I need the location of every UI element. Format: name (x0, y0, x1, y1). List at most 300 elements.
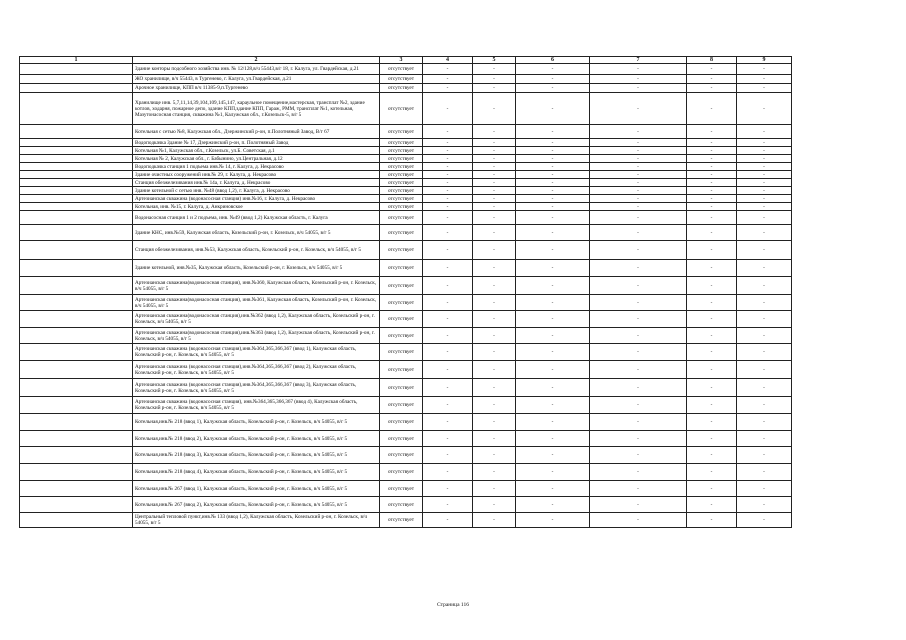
dash-cell: - (473, 75, 516, 84)
dash-cell: - (687, 344, 737, 361)
dash-cell: - (687, 260, 737, 277)
table-row (20, 187, 792, 195)
table-row (20, 155, 792, 163)
dash-cell: - (737, 464, 792, 481)
row-number-cell (20, 447, 133, 464)
dash-cell: - (590, 497, 687, 513)
dash-cell: - (590, 344, 687, 361)
status-cell: отсутствует (380, 187, 423, 195)
dash-cell: - (423, 414, 473, 431)
dash-cell: - (516, 163, 590, 171)
dash-cell: - (687, 277, 737, 295)
dash-cell: - (473, 295, 516, 311)
dash-cell: - (737, 311, 792, 328)
dash-cell: - (590, 147, 687, 155)
row-number-cell (20, 75, 133, 84)
dash-cell: - (737, 277, 792, 295)
dash-cell: - (737, 84, 792, 93)
row-number-cell (20, 379, 133, 397)
table-row (20, 481, 792, 497)
object-name-cell: Артезианская скважина (водонасосная станция),инв.№364,365,366,367 (ввод 1), Калужская область, Козельский р-он, г. Козельск, в/ч 54055, в/г 5 (133, 344, 380, 361)
dash-cell: - (423, 147, 473, 155)
status-cell: отсутствует (380, 84, 423, 93)
status-cell: отсутствует (380, 464, 423, 481)
status-cell: отсутствует (380, 75, 423, 84)
dash-cell: - (473, 84, 516, 93)
dash-cell: - (473, 379, 516, 397)
header-cell: 8 (687, 57, 737, 64)
dash-cell: - (473, 187, 516, 195)
dash-cell: - (473, 155, 516, 163)
dash-cell: - (516, 311, 590, 328)
dash-cell: - (473, 225, 516, 241)
object-name-cell: Здание очистных сооружений инв.№ 29, г. Калуга, д. Некрасово (133, 171, 380, 179)
dash-cell: - (737, 147, 792, 155)
dash-cell: - (590, 139, 687, 147)
dash-cell: - (423, 241, 473, 260)
status-cell: отсутствует (380, 139, 423, 147)
status-cell: отсутствует (380, 414, 423, 431)
status-cell: отсутствует (380, 147, 423, 155)
dash-cell: - (516, 431, 590, 447)
row-number-cell (20, 139, 133, 147)
status-cell: отсутствует (380, 171, 423, 179)
dash-cell: - (473, 260, 516, 277)
dash-cell: - (737, 179, 792, 187)
table-row (20, 295, 792, 311)
row-number-cell (20, 163, 133, 171)
table-row (20, 241, 792, 260)
object-name-cell: Котельная,инв.№ 218 (ввод 3), Калужская область, Козельский р-он, г. Козельск, в/ч 54055, в/г 5 (133, 447, 380, 464)
row-number-cell (20, 64, 133, 75)
status-cell: отсутствует (380, 93, 423, 125)
dash-cell: - (423, 195, 473, 203)
dash-cell: - (590, 260, 687, 277)
table-row (20, 211, 792, 225)
row-number-cell (20, 361, 133, 379)
dash-cell: - (516, 171, 590, 179)
table-row (20, 447, 792, 464)
dash-cell: - (590, 203, 687, 211)
row-number-cell (20, 155, 133, 163)
dash-cell: - (516, 203, 590, 211)
dash-cell: - (516, 179, 590, 187)
dash-cell: - (516, 139, 590, 147)
dash-cell: - (516, 125, 590, 139)
dash-cell: - (687, 295, 737, 311)
row-number-cell (20, 195, 133, 203)
dash-cell: - (473, 171, 516, 179)
dash-cell: - (590, 163, 687, 171)
dash-cell: - (516, 344, 590, 361)
dash-cell: - (423, 187, 473, 195)
table-row (20, 344, 792, 361)
object-name-cell: Артезианская скважина (водонасосная станция) инв.№16, г. Калуга, д. Некрасово (133, 195, 380, 203)
dash-cell: - (473, 481, 516, 497)
dash-cell: - (590, 211, 687, 225)
table-row (20, 277, 792, 295)
table-row (20, 203, 792, 211)
dash-cell: - (737, 497, 792, 513)
status-cell: отсутствует (380, 163, 423, 171)
dash-cell: - (423, 328, 473, 344)
dash-cell: - (590, 171, 687, 179)
row-number-cell (20, 84, 133, 93)
object-name-cell: Здание конторы подсобного хозяйства инв. № 12/128,в/ч 55443,в/г 18, г. Калуга, ул. Гвардейская, д.21 (133, 64, 380, 75)
status-cell: отсутствует (380, 155, 423, 163)
dash-cell: - (737, 397, 792, 414)
status-cell: отсутствует (380, 447, 423, 464)
status-cell: отсутствует (380, 277, 423, 295)
dash-cell: - (590, 361, 687, 379)
dash-cell: - (516, 361, 590, 379)
object-name-cell: Котельная с сетью №8, Калужская обл., Дзержинский р-он, п.Полотняный Завод, В/г 67 (133, 125, 380, 139)
dash-cell: - (590, 379, 687, 397)
dash-cell: - (423, 513, 473, 528)
dash-cell: - (423, 225, 473, 241)
object-name-cell: Артезианская скважина(водонасосная станция),инв.№363 (ввод 1,2), Калужская область, Козельский р-он, г. Козельск, в/ч 54055, в/г 5 (133, 328, 380, 344)
header-cell: 3 (380, 57, 423, 64)
dash-cell: - (687, 379, 737, 397)
dash-cell: - (516, 379, 590, 397)
status-cell: отсутствует (380, 211, 423, 225)
dash-cell: - (423, 447, 473, 464)
dash-cell: - (737, 93, 792, 125)
dash-cell: - (737, 447, 792, 464)
dash-cell: - (516, 260, 590, 277)
table-row (20, 75, 792, 84)
object-name-cell: Артезианская скважина (водонасосная станция),инв.№364,365,366,367 (ввод 3), Калужская область, Козельский р-он, г. Козельск, в/ч 54055, в/г 5 (133, 379, 380, 397)
row-number-cell (20, 125, 133, 139)
table-row (20, 125, 792, 139)
row-number-cell (20, 311, 133, 328)
header-cell: 6 (516, 57, 590, 64)
dash-cell: - (423, 139, 473, 147)
dash-cell: - (737, 361, 792, 379)
dash-cell: - (473, 125, 516, 139)
object-name-cell: Котельная, инв. №15, г. Калуга, д. Анкриновское (133, 203, 380, 211)
dash-cell: - (516, 147, 590, 155)
dash-cell: - (516, 155, 590, 163)
row-number-cell (20, 414, 133, 431)
row-number-cell (20, 225, 133, 241)
dash-cell: - (687, 203, 737, 211)
dash-cell: - (423, 295, 473, 311)
dash-cell: - (473, 147, 516, 155)
status-cell: отсутствует (380, 125, 423, 139)
row-number-cell (20, 397, 133, 414)
status-cell: отсутствует (380, 431, 423, 447)
dash-cell: - (516, 187, 590, 195)
dash-cell: - (590, 241, 687, 260)
dash-cell: - (423, 431, 473, 447)
dash-cell: - (737, 344, 792, 361)
row-number-cell (20, 295, 133, 311)
dash-cell: - (423, 361, 473, 379)
dash-cell: - (423, 211, 473, 225)
dash-cell: - (590, 397, 687, 414)
dash-cell: - (516, 241, 590, 260)
dash-cell: - (737, 241, 792, 260)
dash-cell: - (516, 328, 590, 344)
row-number-cell (20, 328, 133, 344)
status-cell: отсутствует (380, 397, 423, 414)
dash-cell: - (423, 397, 473, 414)
status-cell: отсутствует (380, 260, 423, 277)
table-row (20, 379, 792, 397)
row-number-cell (20, 497, 133, 513)
dash-cell: - (516, 414, 590, 431)
dash-cell: - (423, 75, 473, 84)
dash-cell: - (737, 155, 792, 163)
dash-cell: - (423, 155, 473, 163)
dash-cell: - (473, 464, 516, 481)
table-row (20, 311, 792, 328)
dash-cell: - (687, 311, 737, 328)
dash-cell: - (687, 147, 737, 155)
dash-cell: - (687, 241, 737, 260)
dash-cell: - (737, 171, 792, 179)
dash-cell: - (423, 84, 473, 93)
dash-cell: - (473, 344, 516, 361)
dash-cell: - (423, 481, 473, 497)
page-number: Страница 116 (437, 602, 469, 608)
status-cell: отсутствует (380, 241, 423, 260)
dash-cell: - (687, 179, 737, 187)
dash-cell: - (423, 277, 473, 295)
dash-cell: - (516, 277, 590, 295)
dash-cell: - (687, 211, 737, 225)
status-cell: отсутствует (380, 195, 423, 203)
dash-cell: - (423, 163, 473, 171)
table-row (20, 93, 792, 125)
dash-cell: - (590, 447, 687, 464)
dash-cell: - (687, 513, 737, 528)
object-name-cell: Арочное хранилище, КПП в/ч 11385-9,п.Тургенево (133, 84, 380, 93)
status-cell: отсутствует (380, 64, 423, 75)
dash-cell: - (516, 497, 590, 513)
dash-cell: - (423, 344, 473, 361)
status-cell: отсутствует (380, 513, 423, 528)
dash-cell: - (737, 64, 792, 75)
dash-cell: - (737, 195, 792, 203)
table-row (20, 260, 792, 277)
table-row (20, 147, 792, 155)
row-number-cell (20, 431, 133, 447)
dash-cell: - (473, 397, 516, 414)
dash-cell: - (516, 397, 590, 414)
dash-cell: - (737, 295, 792, 311)
table-row (20, 225, 792, 241)
row-number-cell (20, 179, 133, 187)
dash-cell: - (590, 125, 687, 139)
dash-cell: - (737, 187, 792, 195)
status-cell: отсутствует (380, 328, 423, 344)
dash-cell: - (516, 211, 590, 225)
dash-cell: - (590, 431, 687, 447)
dash-cell: - (423, 125, 473, 139)
object-name-cell: Водоподкачка станция 1 подъема инв.№ 14, г. Калуга, д. Некрасово (133, 163, 380, 171)
dash-cell: - (473, 211, 516, 225)
dash-cell: - (473, 497, 516, 513)
dash-cell: - (687, 328, 737, 344)
dash-cell: - (423, 93, 473, 125)
row-number-cell (20, 147, 133, 155)
dash-cell: - (687, 464, 737, 481)
object-name-cell: Центральный тепловой пункт,инв.№ 133 (ввод 1,2), Калужская область, Козельский р-он, г. Козельск, в/ч 54055, в/г 5 (133, 513, 380, 528)
dash-cell: - (687, 361, 737, 379)
dash-cell: - (473, 139, 516, 147)
dash-cell: - (516, 447, 590, 464)
status-cell: отсутствует (380, 225, 423, 241)
table-row (20, 179, 792, 187)
header-cell: 1 (20, 57, 133, 64)
dash-cell: - (473, 179, 516, 187)
object-name-cell: Артезианская скважина(водонасосная станция), инв.№361, Калужская область, Козельский р-он, г. Козельск, в/ч 54055, в/г 5 (133, 295, 380, 311)
table-row (20, 84, 792, 93)
table-row (20, 64, 792, 75)
dash-cell: - (737, 260, 792, 277)
dash-cell: - (590, 93, 687, 125)
dash-cell: - (590, 225, 687, 241)
dash-cell: - (423, 464, 473, 481)
dash-cell: - (590, 75, 687, 84)
dash-cell: - (737, 431, 792, 447)
status-cell: отсутствует (380, 361, 423, 379)
row-number-cell (20, 93, 133, 125)
dash-cell: - (516, 481, 590, 497)
dash-cell: - (590, 187, 687, 195)
status-cell: отсутствует (380, 203, 423, 211)
dash-cell: - (590, 414, 687, 431)
dash-cell: - (516, 295, 590, 311)
object-name-cell: Котельная,инв.№ 218 (ввод 1), Калужская область, Козельский р-он, г. Козельск, в/ч 54055, в/г 5 (133, 414, 380, 431)
dash-cell: - (473, 277, 516, 295)
dash-cell: - (590, 311, 687, 328)
dash-cell: - (687, 155, 737, 163)
dash-cell: - (516, 464, 590, 481)
dash-cell: - (687, 497, 737, 513)
row-number-cell (20, 277, 133, 295)
dash-cell: - (473, 195, 516, 203)
dash-cell: - (590, 295, 687, 311)
table-row (20, 139, 792, 147)
row-number-cell (20, 241, 133, 260)
dash-cell: - (516, 93, 590, 125)
data-table (19, 56, 792, 528)
row-number-cell (20, 513, 133, 528)
dash-cell: - (473, 64, 516, 75)
dash-cell: - (687, 225, 737, 241)
dash-cell: - (473, 447, 516, 464)
object-name-cell: Котельная,инв.№ 267 (ввод 2), Калужская область, Козельский р-он, г. Козельск, в/ч 54055, в/г 5 (133, 497, 380, 513)
status-cell: отсутствует (380, 179, 423, 187)
dash-cell: - (687, 75, 737, 84)
header-cell: 9 (737, 57, 792, 64)
object-name-cell: Котельная,инв.№ 218 (ввод 4), Калужская область, Козельский р-он, г. Козельск, в/ч 54055, в/г 5 (133, 464, 380, 481)
table-row (20, 195, 792, 203)
dash-cell: - (590, 481, 687, 497)
dash-cell: - (473, 311, 516, 328)
dash-cell: - (737, 379, 792, 397)
dash-cell: - (737, 163, 792, 171)
table-row (20, 361, 792, 379)
dash-cell: - (423, 379, 473, 397)
dash-cell: - (737, 203, 792, 211)
dash-cell: - (687, 481, 737, 497)
dash-cell: - (516, 84, 590, 93)
status-cell: отсутствует (380, 379, 423, 397)
table-row (20, 163, 792, 171)
dash-cell: - (737, 481, 792, 497)
dash-cell: - (473, 361, 516, 379)
table-row (20, 414, 792, 431)
dash-cell: - (737, 75, 792, 84)
row-number-cell (20, 211, 133, 225)
row-number-cell (20, 344, 133, 361)
dash-cell: - (590, 328, 687, 344)
dash-cell: - (687, 163, 737, 171)
row-number-cell (20, 171, 133, 179)
dash-cell: - (687, 187, 737, 195)
object-name-cell: Котельная № 2, Калужская обл., г. Бабынино, ул.Центральная, д.12 (133, 155, 380, 163)
dash-cell: - (737, 139, 792, 147)
dash-cell: - (737, 211, 792, 225)
table-row (20, 431, 792, 447)
dash-cell: - (590, 179, 687, 187)
dash-cell: - (516, 75, 590, 84)
dash-cell: - (473, 163, 516, 171)
dash-cell: - (473, 241, 516, 260)
dash-cell: - (737, 513, 792, 528)
table-row (20, 397, 792, 414)
dash-cell: - (590, 155, 687, 163)
header-cell: 2 (133, 57, 380, 64)
status-cell: отсутствует (380, 295, 423, 311)
dash-cell: - (687, 447, 737, 464)
dash-cell: - (737, 225, 792, 241)
dash-cell: - (473, 414, 516, 431)
object-name-cell: Котельная №1, Калужская обл., г.Козельск, ул.Б. Советская, д.1 (133, 147, 380, 155)
table-row (20, 464, 792, 481)
dash-cell: - (687, 431, 737, 447)
dash-cell: - (687, 195, 737, 203)
object-name-cell: Котельная,инв.№ 267 (ввод 1), Калужская область, Козельский р-он, г. Козельск, в/ч 54055, в/г 5 (133, 481, 380, 497)
status-cell: отсутствует (380, 481, 423, 497)
dash-cell: - (590, 277, 687, 295)
object-name-cell: Котельная,инв.№ 218 (ввод 2), Калужская область, Козельский р-он, г. Козельск, в/ч 54055, в/г 5 (133, 431, 380, 447)
dash-cell: - (590, 84, 687, 93)
row-number-cell (20, 187, 133, 195)
table-row (20, 328, 792, 344)
dash-cell: - (473, 513, 516, 528)
dash-cell: - (516, 513, 590, 528)
dash-cell: - (423, 179, 473, 187)
dash-cell: - (590, 64, 687, 75)
row-number-cell (20, 203, 133, 211)
dash-cell: - (737, 125, 792, 139)
object-name-cell: Водоподкачка Здание № 17, Дзержинский р-он, п. Полотняный Завод (133, 139, 380, 147)
row-number-cell (20, 260, 133, 277)
status-cell: отсутствует (380, 497, 423, 513)
dash-cell: - (473, 93, 516, 125)
dash-cell: - (687, 414, 737, 431)
table-row (20, 497, 792, 513)
object-name-cell: Здание котельной, инв.№35, Калужская область, Козельский р-он, г. Козельск, в/ч 54055, в/г 5 (133, 260, 380, 277)
dash-cell: - (687, 397, 737, 414)
object-name-cell: Здание КНС, инв.№59, Калужская область, Козельский р-он, г. Козельск, в/ч 54055, в/г 5 (133, 225, 380, 241)
dash-cell: - (687, 125, 737, 139)
